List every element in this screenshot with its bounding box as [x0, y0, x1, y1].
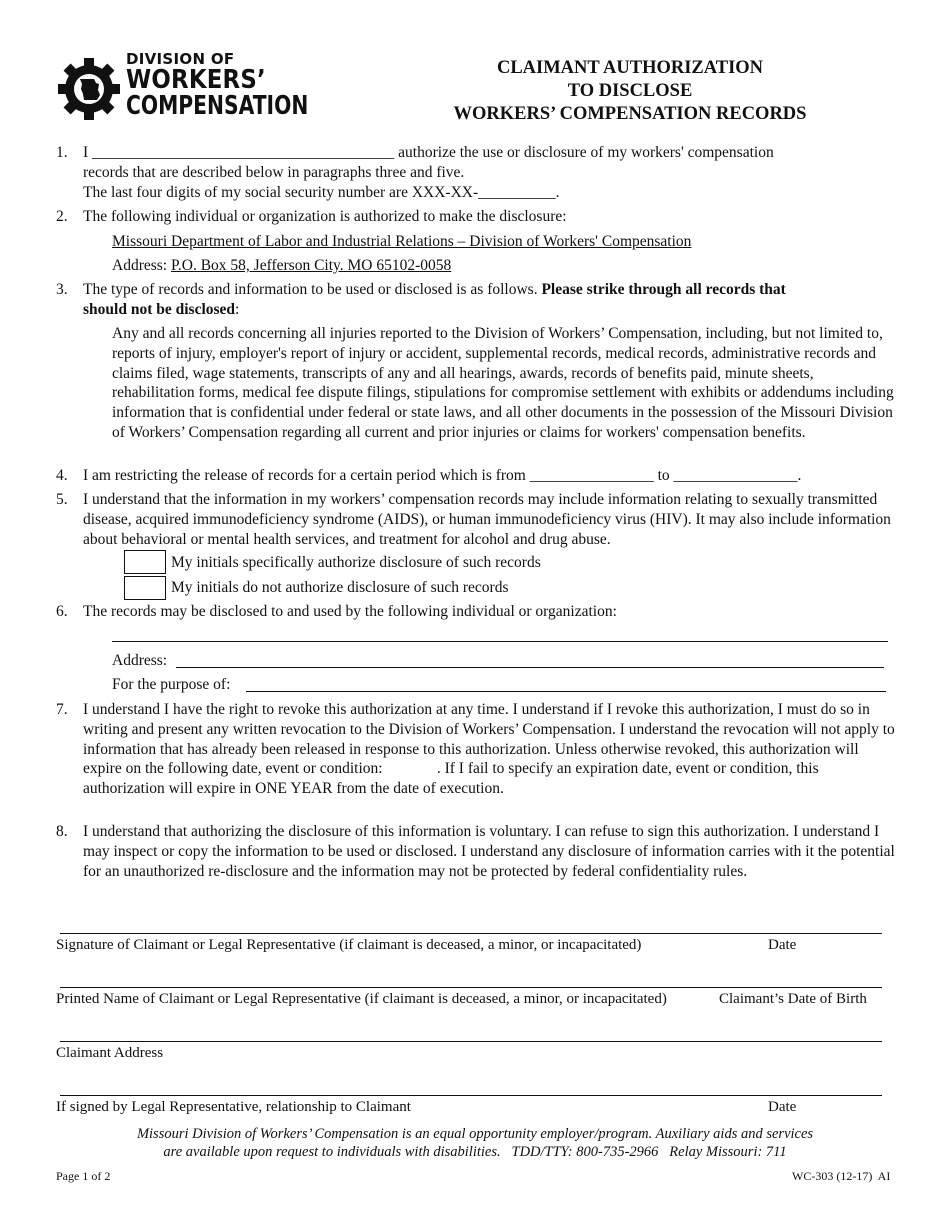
item-3	[56, 280, 896, 460]
initials-decline-box[interactable]	[124, 576, 166, 600]
title-line3: WORKERS’ COMPENSATION RECORDS	[453, 104, 807, 124]
signature-line[interactable]	[60, 933, 882, 934]
logo-line3: COMPENSATION	[126, 91, 309, 121]
item-number: 3.	[56, 281, 68, 298]
title-line2: TO DISCLOSE	[567, 81, 693, 101]
item-3-bold1: Please strike through all records that	[541, 281, 786, 298]
page-number: Page 1 of 2	[56, 1169, 111, 1183]
item-number: 4.	[56, 467, 68, 484]
item-5-text: I understand that the information in my workers’ compensation records may include information relating to sexually transmitted disease, acquired immunodeficiency syndrome (AIDS), or human immunodeficiency virus (HIV). It may also include information about behavioral or mental health services, and treatment for alcohol and drug abuse.	[83, 491, 891, 548]
item-7-text: I understand I have the right to revoke this authorization at any time. I understand if I revoke this authorization, I must do so in writing and present any written revocation to the Division of Workers’ Compensation. I understand the revocation will not apply to information that has already been released in response to this authorization. Unless otherwise revoked, this authorization will expire on the following date, event or condition: . If I fail to specify an expiration date, event or condition, this authorization will expire in ONE YEAR from the date of execution.	[83, 701, 899, 798]
claimant-address-line[interactable]	[60, 1041, 882, 1042]
item-1	[56, 143, 896, 205]
item-number: 5.	[56, 491, 68, 508]
discloser-organization: Missouri Department of Labor and Industrial Relations – Division of Workers' Compensation	[112, 233, 692, 250]
logo-line2: WORKERS’	[126, 65, 266, 95]
gear-missouri-icon	[56, 56, 122, 122]
claimant-name-field[interactable]: I _______________________________________ authorize the use or disclosure of my workers' compensation	[83, 144, 774, 161]
ssn-field[interactable]: The last four digits of my social security number are XXX-XX-__________.	[83, 184, 560, 201]
printed-name-label: Printed Name of Claimant or Legal Representative (if claimant is deceased, a minor, or incapacitated)	[56, 991, 667, 1007]
item-number: 1.	[56, 144, 68, 161]
initials-decline-label: My initials do not authorize disclosure of such records	[171, 579, 509, 596]
item-1-line2: records that are described below in paragraphs three and five.	[83, 164, 465, 181]
title-line1: CLAIMANT AUTHORIZATION	[496, 58, 764, 78]
item-3-bold2: should not be disclosed	[83, 301, 236, 318]
item-2-text: The following individual or organization is authorized to make the disclosure:	[83, 208, 567, 225]
relationship-line[interactable]	[60, 1095, 882, 1096]
initials-authorize-label: My initials specifically authorize disclosure of such records	[171, 554, 541, 571]
footer-line1: Missouri Division of Workers’ Compensation is an equal opportunity employer/program. Auxiliary aids and services	[136, 1126, 814, 1142]
colon: :	[235, 301, 240, 318]
signature-label: Signature of Claimant or Legal Representative (if claimant is deceased, a minor, or incapacitated)	[56, 937, 642, 953]
footer-line2: are available upon request to individuals with disabilities. TDD/TTY: 800-735-2966 Relay Missouri: 711	[163, 1144, 787, 1160]
printed-name-line[interactable]	[60, 987, 882, 988]
item-number: 6.	[56, 603, 68, 620]
item-number: 8.	[56, 823, 68, 840]
form-id: WC-303 (12-17) AI	[792, 1169, 891, 1183]
item-6-text: The records may be disclosed to and used by the following individual or organization:	[83, 603, 617, 620]
item-6	[56, 602, 896, 624]
item-3-line2	[83, 300, 239, 320]
claimant-address-label: Claimant Address	[56, 1045, 164, 1061]
item-8-text: I understand that authorizing the disclosure of this information is voluntary. I can refuse to sign this authorization. I understand I may inspect or copy the information to be used or disclosed. I understand any disclosure of information carries with it the potential for an unauthorized re-disclosure and the information may not be protected by federal confidentiality rules.	[83, 823, 895, 880]
item-8	[56, 822, 896, 904]
restriction-period-field[interactable]: I am restricting the release of records for a certain period which is from ________________ to ________________.	[83, 467, 802, 484]
item-number: 2.	[56, 208, 68, 225]
purpose-label: For the purpose of:	[112, 676, 231, 693]
recipient-name-field[interactable]	[112, 641, 888, 642]
date-of-birth-label: Claimant’s Date of Birth	[719, 991, 867, 1007]
address-label: Address:	[112, 257, 171, 274]
signature-date-label: Date	[768, 937, 797, 953]
equal-opportunity-notice	[0, 1125, 950, 1161]
item-3-line1	[83, 280, 786, 300]
dwc-logo	[56, 52, 326, 124]
relationship-label: If signed by Legal Representative, relationship to Claimant	[56, 1099, 411, 1115]
records-description: Any and all records concerning all injuries reported to the Division of Workers’ Compensation, including, but not limited to, reports of injury, employer's report of injury or accident, supplemental records, medical records, administrative records and claims filed, wage statements, transcripts of any and all hearings, awards, records of benefits paid, minute sheets, rehabilitation forms, medical fee dispute filings, stipulations for compromise settlement with exhibits or addendums including information that is confidential under federal or state laws, and all other documents in the possession of the Missouri Division of Workers’ Compensation regarding all current and prior injuries or claims for workers' compensation benefits.	[112, 325, 894, 441]
logo-line1: DIVISION OF	[126, 50, 235, 68]
item-number: 7.	[56, 701, 68, 718]
address-value: P.O. Box 58, Jefferson City. MO 65102-0058	[170, 257, 452, 274]
recipient-address-label: Address:	[112, 652, 168, 669]
item-3-text: The type of records and information to be used or disclosed is as follows.	[83, 281, 542, 298]
discloser-address	[112, 256, 451, 276]
item-7	[56, 700, 899, 820]
recipient-address-field[interactable]	[176, 667, 884, 668]
form-title	[400, 57, 860, 126]
relationship-date-label: Date	[768, 1099, 797, 1115]
item-2	[56, 207, 896, 277]
purpose-field[interactable]	[246, 691, 886, 692]
initials-authorize-box[interactable]	[124, 550, 166, 574]
item-4	[56, 466, 896, 488]
